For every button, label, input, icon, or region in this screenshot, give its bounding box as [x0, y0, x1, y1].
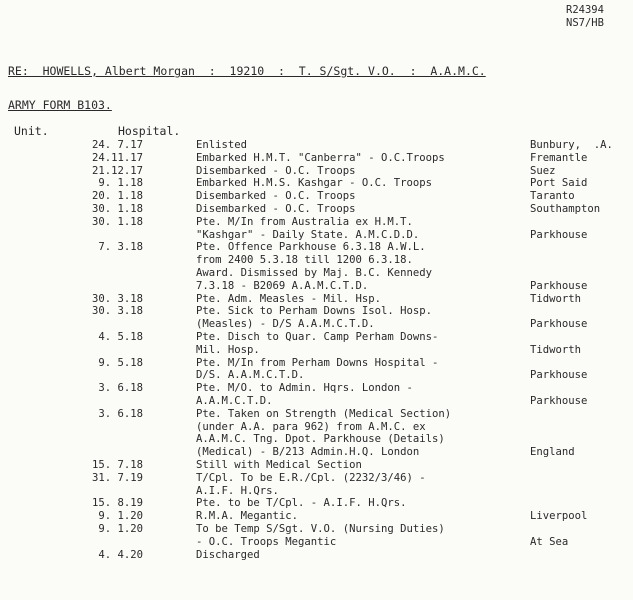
- entry-date: 7. 3.18: [98, 241, 143, 254]
- record-row: [0, 369, 633, 382]
- record-entries: [0, 139, 633, 561]
- entry-description: Disembarked - O.C. Troops: [196, 164, 356, 177]
- entry-place: Parkhouse: [530, 279, 588, 292]
- entry-description: Award. Dismissed by Maj. B.C. Kennedy: [196, 266, 432, 279]
- entry-date: 9. 1.18: [98, 177, 143, 190]
- unit-column-header: Unit.: [14, 124, 49, 138]
- entry-place: Port Said: [530, 177, 588, 190]
- record-row: [0, 190, 633, 203]
- record-row: [0, 433, 633, 446]
- entry-description: Disembarked - O.C. Troops: [196, 190, 356, 203]
- entry-date: 20. 1.18: [91, 190, 143, 203]
- record-row: [0, 241, 633, 254]
- record-row: [0, 152, 633, 165]
- entry-description: Embarked H.M.S. Kashgar - O.C. Troops: [196, 177, 432, 190]
- entry-description: A.A.M.C.T.D.: [196, 394, 273, 407]
- entry-description: Embarked H.M.T. "Canberra" - O.C.Troops: [196, 151, 445, 164]
- entry-description: Mil. Hosp.: [196, 343, 260, 356]
- entry-place: Parkhouse: [530, 369, 588, 382]
- entry-description: Enlisted: [196, 139, 248, 151]
- entry-description: A.A.M.C. Tng. Dpot. Parkhouse (Details): [196, 433, 445, 446]
- entry-date: 30. 3.18: [91, 292, 143, 305]
- reference-line-1: R24394: [566, 4, 604, 16]
- entry-description: Still with Medical Section: [196, 458, 362, 471]
- reference-number: [566, 4, 604, 30]
- record-row: [0, 357, 633, 370]
- record-row: [0, 459, 633, 472]
- record-row: [0, 485, 633, 498]
- entry-date: 24.11.17: [91, 151, 143, 164]
- entry-date: 21.12.17: [91, 164, 143, 177]
- entry-place: Tidworth: [530, 343, 582, 356]
- record-row: [0, 229, 633, 242]
- entry-place: Liverpool: [530, 510, 588, 523]
- entry-description: Pte. Disch to Quar. Camp Perham Downs-: [196, 330, 439, 343]
- entry-description: To be Temp S/Sgt. V.O. (Nursing Duties): [196, 522, 445, 535]
- record-row: [0, 267, 633, 280]
- entry-place: Bunbury, .A.: [530, 139, 613, 151]
- entry-date: 30. 1.18: [91, 202, 143, 215]
- entry-description: from 2400 5.3.18 till 1200 6.3.18.: [196, 254, 413, 267]
- entry-description: (Medical) - B/213 Admin.H.Q. London: [196, 446, 420, 459]
- entry-date: 3. 6.18: [98, 407, 143, 420]
- entry-description: - O.C. Troops Megantic: [196, 535, 337, 548]
- entry-description: T/Cpl. To be E.R./Cpl. (2232/3/46) -: [196, 471, 426, 484]
- record-row: [0, 344, 633, 357]
- record-row: [0, 203, 633, 216]
- entry-description: Pte. Offence Parkhouse 6.3.18 A.W.L.: [196, 241, 426, 254]
- entry-place: Fremantle: [530, 151, 588, 164]
- entry-description: D/S. A.A.M.C.T.D.: [196, 369, 305, 382]
- record-row: [0, 293, 633, 306]
- record-row: [0, 408, 633, 421]
- entry-place: At Sea: [530, 535, 569, 548]
- entry-description: R.M.A. Megantic.: [196, 510, 299, 523]
- record-row: [0, 421, 633, 434]
- entry-place: Tidworth: [530, 292, 582, 305]
- entry-place: Parkhouse: [530, 394, 588, 407]
- entry-description: Pte. M/In from Australia ex H.M.T.: [196, 215, 413, 228]
- entry-date: 9. 1.20: [98, 510, 143, 523]
- record-row: [0, 139, 633, 152]
- entry-description: "Kashgar" - Daily State. A.M.C.D.D.: [196, 228, 420, 241]
- subject-line: RE: HOWELLS, Albert Morgan : 19210 : T. S/Sgt. V.O. : A.A.M.C.: [8, 64, 486, 78]
- entry-description: (Measles) - D/S A.A.M.C.T.D.: [196, 318, 375, 331]
- entry-place: Suez: [530, 164, 556, 177]
- record-row: [0, 523, 633, 536]
- entry-date: 9. 1.20: [98, 522, 143, 535]
- entry-date: 24. 7.17: [91, 139, 143, 151]
- record-row: [0, 497, 633, 510]
- entry-description: Pte. Sick to Perham Downs Isol. Hosp.: [196, 305, 432, 318]
- record-row: [0, 165, 633, 178]
- entry-description: A.I.F. H.Qrs.: [196, 484, 279, 497]
- record-row: [0, 536, 633, 549]
- record-row: [0, 395, 633, 408]
- record-row: [0, 280, 633, 293]
- entry-description: (under A.A. para 962) from A.M.C. ex: [196, 420, 426, 433]
- entry-description: Pte. to be T/Cpl. - A.I.F. H.Qrs.: [196, 497, 407, 510]
- entry-place: England: [530, 446, 575, 459]
- entry-date: 30. 3.18: [91, 305, 143, 318]
- entry-description: Pte. Taken on Strength (Medical Section): [196, 407, 452, 420]
- entry-date: 4. 5.18: [98, 330, 143, 343]
- record-row: [0, 216, 633, 229]
- record-row: [0, 305, 633, 318]
- reference-line-2: NS7/HB: [566, 17, 604, 29]
- entry-date: 30. 1.18: [91, 215, 143, 228]
- record-row: [0, 510, 633, 523]
- entry-date: 4. 4.20: [98, 548, 143, 561]
- entry-date: 3. 6.18: [98, 382, 143, 395]
- entry-date: 15. 7.18: [91, 458, 143, 471]
- entry-date: 15. 8.19: [91, 497, 143, 510]
- record-row: [0, 549, 633, 562]
- entry-description: Pte. Adm. Measles - Mil. Hsp.: [196, 292, 381, 305]
- record-row: [0, 331, 633, 344]
- entry-description: Disembarked - O.C. Troops: [196, 202, 356, 215]
- entry-description: Discharged: [196, 548, 260, 561]
- entry-description: Pte. M/O. to Admin. Hqrs. London -: [196, 382, 413, 395]
- entry-place: Parkhouse: [530, 318, 588, 331]
- hospital-column-header: Hospital.: [118, 124, 181, 138]
- entry-description: Pte. M/In from Perham Downs Hospital -: [196, 356, 439, 369]
- entry-place: Taranto: [530, 190, 575, 203]
- entry-place: Parkhouse: [530, 228, 588, 241]
- record-row: [0, 472, 633, 485]
- entry-place: Southampton: [530, 202, 601, 215]
- entry-date: 9. 5.18: [98, 356, 143, 369]
- entry-description: 7.3.18 - B2069 A.A.M.C.T.D.: [196, 279, 369, 292]
- record-row: [0, 254, 633, 267]
- record-row: [0, 446, 633, 459]
- form-title: ARMY FORM B103.: [8, 98, 112, 112]
- record-row: [0, 318, 633, 331]
- record-row: [0, 382, 633, 395]
- record-row: [0, 177, 633, 190]
- entry-date: 31. 7.19: [91, 471, 143, 484]
